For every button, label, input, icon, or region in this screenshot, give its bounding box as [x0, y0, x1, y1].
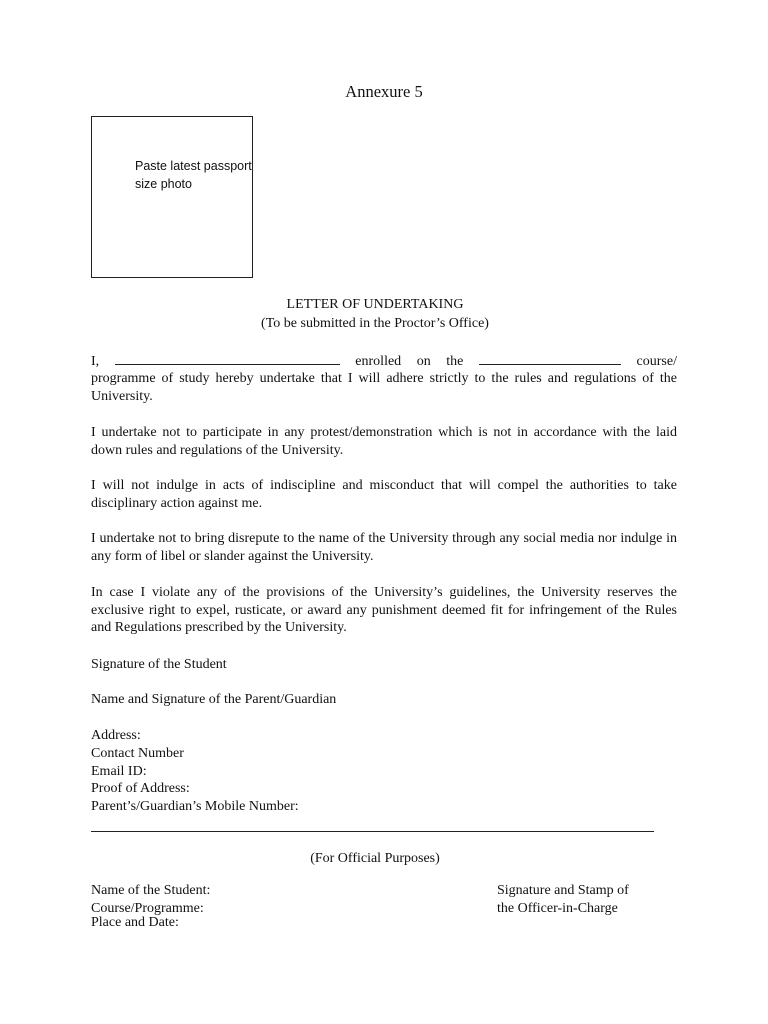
first-line — [91, 352, 677, 371]
place-date-field: Place and Date: — [91, 915, 179, 930]
word-the: the — [446, 354, 464, 369]
photo-instruction — [135, 157, 253, 193]
photo-instruction-line-1: Paste latest passport — [135, 159, 252, 173]
letter-subtitle: (To be submitted in the Proctor’s Office) — [261, 316, 489, 331]
address-label: Address: — [91, 728, 141, 743]
word-course: course/ — [636, 354, 677, 369]
letter-title: LETTER OF UNDERTAKING — [286, 297, 464, 312]
word-enrolled: enrolled — [355, 354, 402, 369]
paragraph-disrepute: I undertake not to bring disrepute to the name of the University through any social media nor indulge in any form of libel or slander against the University. — [91, 531, 677, 564]
paragraph-indiscipline: I will not indulge in acts of indiscipline and misconduct that will compel the authorities to take disciplinary action against me. — [91, 478, 677, 511]
student-name-field: Name of the Student: — [91, 883, 211, 898]
officer-signature-line-2: the Officer-in-Charge — [497, 901, 618, 916]
contact-number-label: Contact Number — [91, 746, 184, 761]
proof-of-address-label: Proof of Address: — [91, 781, 190, 796]
first-paragraph-rest: programme of study hereby undertake that I will adhere strictly to the rules and regulations of the University. — [91, 371, 677, 404]
annexure-heading: Annexure 5 — [345, 82, 423, 101]
course-name-blank[interactable] — [479, 352, 621, 365]
official-heading: (For Official Purposes) — [310, 851, 440, 866]
passport-photo-box — [91, 116, 253, 278]
parent-mobile-label: Parent’s/Guardian’s Mobile Number: — [91, 799, 299, 814]
word-on: on — [416, 354, 431, 369]
course-programme-field: Course/Programme: — [91, 901, 204, 916]
email-label: Email ID: — [91, 764, 147, 779]
separator-line — [91, 831, 654, 832]
pronoun-i: I, — [91, 354, 100, 369]
student-signature-label: Signature of the Student — [91, 657, 227, 672]
officer-signature-line-1: Signature and Stamp of — [497, 883, 629, 898]
paragraph-violation: In case I violate any of the provisions of the University’s guidelines, the University reserves the exclusive right to expel, rusticate, or award any punishment deemed fit for infringement of the Rules and Regulations prescribed by the University. — [91, 585, 677, 635]
parent-signature-label: Name and Signature of the Parent/Guardian — [91, 692, 337, 707]
photo-instruction-line-2: size photo — [135, 177, 192, 191]
student-name-blank[interactable] — [115, 352, 340, 365]
paragraph-protest: I undertake not to participate in any protest/demonstration which is not in accordance with the laid down rules and regulations of the University. — [91, 425, 677, 458]
